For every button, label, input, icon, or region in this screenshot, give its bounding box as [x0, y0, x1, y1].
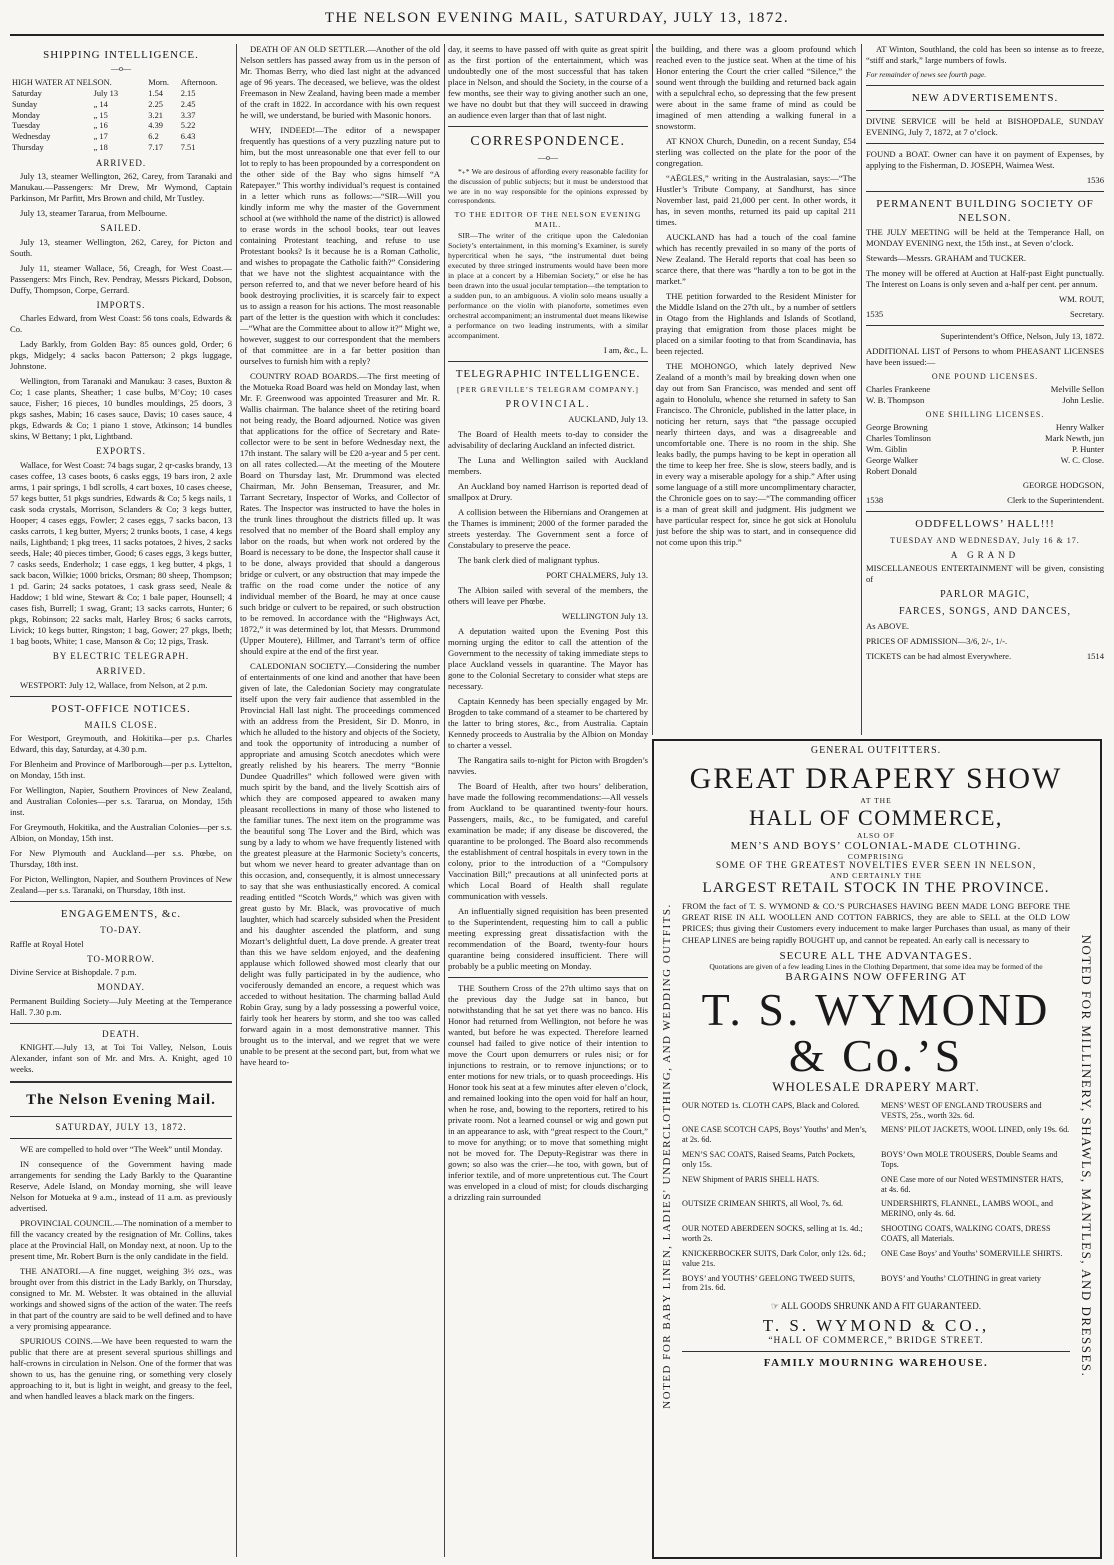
ornament: —o—: [111, 64, 131, 74]
masthead: THE NELSON EVENING MAIL, SATURDAY, JULY 13, 1872.: [324, 10, 790, 26]
price-item: NEW Shipment of PARIS SHELL HATS.: [682, 1174, 820, 1184]
mail-entry: For Greymouth, Hokitika, and the Australian Colonies—per s.s. Albion, on Monday, 15th inst.: [10, 822, 232, 844]
wymond-name: T. S. WYMOND & Co.’S: [701, 983, 1051, 1081]
price-item: MENS’ PILOT JACKETS, WOOL LINED, only 19s. 6d.: [881, 1125, 1070, 1135]
price-item: BOYS’ Own MOLE TROUSERS, Double Seams and Tops.: [881, 1150, 1058, 1169]
column-2: [240, 44, 440, 1559]
license-name: W. B. Thompson: [866, 395, 925, 406]
oddfellows-farces: FARCES, SONGS, AND DANCES,: [899, 606, 1071, 618]
news-paragraph: AUCKLAND has had a touch of the coal famine which has recently prevailed in so many of the ports of New Zealand. The Herald reports that coal has been so scarce there, that there was “hardly a ton to be got in the market.”: [656, 232, 856, 286]
side-text-left: [656, 761, 678, 1551]
license-row: [866, 422, 1104, 433]
comprising: COMPRISING: [847, 852, 905, 861]
tide-cell: „ 16: [93, 121, 108, 131]
also-of: ALSO OF: [856, 831, 896, 840]
tide-cell: 4.39: [148, 121, 163, 131]
advert-number: 1535: [866, 308, 884, 319]
signature-role: Clerk to the Superintendent.: [1007, 495, 1104, 506]
divider: [10, 696, 232, 697]
tide-col-head: Morn.: [148, 78, 169, 88]
news-paragraph: WHY, INDEED!—The editor of a newspaper frequently has questions of a very puzzling nature put to him, but the most unreasonable one that ever fell to our lot to reply to has been propounded by a correspondent on the other side of the Bay who signs himself “A Ratepayer.” This worthy individual’s request is contained in a letter which runs as follows:—“SIR—Will you kindly inform me why the master of the Government school at (we withhold the name of the district) is allowed to erase words in the school books, tear out leaves containing Protestant teaching, and refuse to use Protestant books? Is it because he is a Roman Catholic, and wishes to propagate the Catholic faith?” Considering that we have not the slightest acquaintance with the person referred to, and that we never before heard of his book destroying proclivities, it is scarcely fair to expect us to assign a reason for his actions. The most reasonable part of the letter is the question with which it concludes:—“What are the Committee about to allow it?” Might we, however, suggest to our correspondent that the members of that committee are in a far better position than ourselves to furnish him with a reply?: [240, 125, 440, 366]
mens-clothing: MEN’S AND BOYS’ COLONIAL-MADE CLOTHING.: [730, 840, 1022, 852]
tide-cell: 1.54: [148, 89, 163, 99]
tide-row: [10, 143, 232, 154]
oddfellows-dates: TUESDAY AND WEDNESDAY, July 16 & 17.: [890, 535, 1080, 545]
news-paragraph: PROVINCIAL COUNCIL.—The nomination of a member to fill the vacancy created by the resignation of Mr. Collins, takes place at the Provincial Hall, on Monday next, at noon. Up to the present time, Mr. Robert Burn is the only candidate in the field.: [10, 1218, 232, 1262]
tomorrow-heading: TO-MORROW.: [87, 953, 155, 964]
sailing-entry: July 13, steamer Wellington, 262, Carey, for Picton and South.: [10, 236, 232, 258]
letter-signature: I am, &c., L.: [603, 345, 648, 356]
tide-cell: Thursday: [12, 142, 44, 152]
column-1: [10, 44, 232, 1559]
tide-header-row: [10, 78, 232, 89]
mourning-warehouse: FAMILY MOURNING WAREHOUSE.: [763, 1357, 989, 1370]
license-intro: ADDITIONAL LIST of Persons to whom PHEASANT LICENSES have been issued:—: [866, 345, 1104, 367]
news-paragraph: AT Winton, Southland, the cold has been so intense as to freeze, “stiff and stark,” large numbers of fowls.: [866, 44, 1104, 65]
general-outfitters: GENERAL OUTFITTERS.: [810, 745, 942, 756]
license-name: John Leslie.: [1062, 395, 1104, 406]
tide-col-head: Afternoon.: [180, 78, 218, 88]
divider: [10, 1138, 232, 1139]
shipping-heading: SHIPPING INTELLIGENCE.: [43, 49, 199, 61]
telegram-item: A collision between the Hibernians and Orangemen at the Thames is imminent; 2000 of the former paraded the streets yesterday. The Government sent a force of Constabulary to preserve the peace.: [448, 506, 648, 550]
monday-heading: MONDAY.: [97, 982, 145, 993]
signature: WM. ROUT,: [1059, 293, 1104, 304]
certainly: AND CERTAINLY THE: [830, 871, 922, 880]
drapery-body: [682, 745, 1070, 1553]
telegraphic-heading: TELEGRAPHIC INTELLIGENCE.: [455, 368, 641, 381]
news-paragraph: THE petition forwarded to the Resident Minister for the Middle Island on the 27th ult., by a number of settlers in Otago from the Highlands and Islands of Scotland, praying that emigration from those places might be placed on a similar footing to that from Scandinavia, has been rejected.: [656, 291, 856, 356]
signature-row: [866, 495, 1104, 506]
advert-divine-service: DIVINE SERVICE will be held at BISHOPDALE, SUNDAY EVENING, July 7, 1872, at 7 o’clock.: [866, 115, 1104, 137]
oddfellows-prices: PRICES OF ADMISSION—3/6, 2/-, 1/-.: [866, 635, 1008, 646]
tide-cell: 5.22: [180, 121, 196, 131]
column-rule: [236, 44, 237, 1557]
license-row: [866, 466, 1104, 477]
telegram-item: Captain Kennedy has been specially engaged by Mr. Brogden to take command of a steamer to be chartered by the latter to bring stores, &c., from Australia. Captain Kennedy proceeds to Australia by the Albion on Monday to charter a vessel.: [448, 695, 648, 750]
electric-entry: WESTPORT: July 12, Wallace, from Nelson, at 2 p.m.: [20, 679, 208, 690]
tide-table: [10, 78, 232, 153]
provincial-heading: PROVINCIAL.: [505, 398, 591, 410]
price-item: OUTSIZE CRIMEAN SHIRTS, all Wool, 7s. 6d.: [682, 1199, 844, 1209]
divider: [866, 511, 1104, 512]
today-entry: Raffle at Royal Hotel: [10, 938, 84, 949]
advert-number: 1514: [1086, 650, 1104, 661]
oddfellows-grand: A GRAND: [950, 549, 1020, 560]
divider: [866, 325, 1104, 326]
building-society-stewards: Stewards—Messrs. GRAHAM and TUCKER.: [866, 252, 1027, 263]
secure-advantages: SECURE ALL THE ADVANTAGES.: [779, 949, 973, 962]
building-society-text: The money will be offered at Auction at Half-past Eight punctually. The Interest on Loans is only seven and a-half per cent. per annum.: [866, 267, 1104, 289]
news-paragraph: IN consequence of the Government having made arrangements for sending the Lady Barkly to the Quarantine Reserve, Adele Island, on Monday morning, she will leave Nelson for Motueka at 9 a.m., instead of 11 a.m. as previously advertised.: [10, 1159, 232, 1214]
tide-cell: 2.15: [180, 89, 196, 99]
tide-cell: 6.2: [148, 132, 159, 142]
telegram-item: The bank clerk died of malignant typhus.: [458, 554, 600, 565]
divider: [10, 901, 232, 902]
import-entry: Wellington, from Taranaki and Manukau: 3 cases, Buxton & Co; 1 case plants, Sheather; 1 case bulbs, M’Coy; 10 cases sauce, Fisher; 16 pieces, 10 bundles mouldings, 25 doors, 3 pkgs sashes, Mabin; 16 cases sauce, Davis; 10 cases sauce, 4 pkgs, Edwards & Co; 1 piano 1 stove, Atkinson; 14 bundles skins, W Bettany; 1 pkt, Lightband.: [10, 376, 232, 442]
death-notice: KNIGHT.—July 13, at Toi Toi Valley, Nelson, Louis Alexander, infant son of Mr. and Mrs. A. Knight, aged 10 weeks.: [10, 1042, 232, 1075]
telegram-item: The Board of Health meets to-day to consider the advisability of declaring Auckland an infected district.: [448, 428, 648, 450]
license-name: Robert Donald: [866, 466, 917, 477]
divider: [448, 126, 648, 127]
dateline-wellington: WELLINGTON July 13.: [561, 610, 648, 621]
divider: [10, 1081, 232, 1083]
divider: [866, 143, 1104, 144]
electric-arrived-heading: ARRIVED.: [95, 666, 147, 677]
side-text-right: [1074, 761, 1098, 1551]
engagements-heading: ENGAGEMENTS, &c.: [60, 908, 182, 921]
price-item: ONE Case Boys’ and Youths’ SOMERVILLE SHIRTS.: [881, 1248, 1063, 1258]
quotations-note: Quotations are given of a few leading Lines in the Clothing Department, that some idea may be formed of the: [709, 961, 1043, 971]
great-drapery-show: GREAT DRAPERY SHOW: [689, 762, 1063, 795]
sailed-heading: SAILED.: [100, 223, 142, 234]
license-name: Henry Walker: [1055, 422, 1104, 433]
mails-heading: MAILS CLOSE.: [84, 719, 158, 730]
mail-entry: For Westport, Greymouth, and Hokitika—per p.s. Charles Edward, this day, Saturday, at 4.30 p.m.: [10, 733, 232, 755]
price-item: MEN’S SAC COATS, Raised Seams, Patch Pockets, only 15s.: [682, 1150, 856, 1169]
exports-heading: EXPORTS.: [96, 446, 146, 457]
one-pound-heading: ONE POUND LICENSES.: [931, 371, 1039, 381]
telegram-item: An influentially signed requisition has been presented to the Superintendent, requesting him to call a public meeting expressing great dissatisfaction with the recommendation of the Board, twenty-four hours quarantine being considered insufficient. There will probably be a public meeting on Monday.: [448, 905, 648, 971]
mail-entry: For Wellington, Napier, Southern Provinces of New Zealand, and Australian Colonies—per s.s. Tararua, on Monday, 15th inst.: [10, 785, 232, 818]
divider: [866, 191, 1104, 192]
price-item: UNDERSHIRTS, FLANNEL, LAMBS WOOL, and MERINO, only 4s. 6d.: [881, 1199, 1053, 1219]
correspondence-note: *₊* We are desirous of affording every reasonable facility for the discussion of public subjects; but it must be understood that we are in no way responsible for the opinions expressed by correspondents.: [448, 167, 648, 206]
license-name: George Walker: [866, 455, 918, 466]
divider: [448, 361, 648, 362]
oddfellows-heading: ODDFELLOWS’ HALL!!!: [915, 518, 1055, 531]
monday-entry: Permanent Building Society—July Meeting at the Temperance Hall. 7.30 p.m.: [10, 995, 232, 1017]
price-list: [682, 1101, 1070, 1294]
price-item: ONE CASE SCOTCH CAPS, Boys’ Youths’ and Men’s, at 2s. 6d.: [682, 1125, 867, 1145]
tide-cell: Tuesday: [12, 121, 41, 131]
largest-stock: LARGEST RETAIL STOCK IN THE PROVINCE.: [702, 880, 1050, 896]
tomorrow-entry: Divine Service at Bishopdale. 7 p.m.: [10, 967, 137, 978]
license-name: P. Hunter: [1072, 444, 1104, 455]
license-row: [866, 455, 1104, 466]
tide-cell: „ 14: [93, 99, 108, 109]
drapery-text: FROM the fact of T. S. WYMOND & CO.’S PURCHASES HAVING BEEN MADE LONG BEFORE THE GREAT RISE IN ALL WOOLLEN AND COTTON FABRICS, they are able to SELL at the OLD LOW PRICES; thus giving their Customers every inducement to make larger Purchases than usual, as many of their CHEAP LINES are being rapidly BOUGHT up, and cannot be repeated. An early call is necessary to: [682, 901, 1070, 945]
dateline: SATURDAY, JULY 13, 1872.: [55, 1121, 187, 1132]
signature-row: [866, 309, 1104, 320]
imports-heading: IMPORTS.: [96, 299, 146, 310]
license-name: Mark Newth, jun: [1045, 433, 1104, 444]
news-paragraph: day, it seems to have passed off with quite as great spirit as the first portion of the entertainment, which was undoubtedly one of the most successful that has taken place in Nelson, and should the Society, in the course of a few months, see their way to giving another such an one, we have no doubt but that they will succeed in drawing an audience even larger than that of last night.: [448, 44, 648, 120]
arrival-entry: July 13, steamer Tararua, from Melbourne.: [20, 208, 168, 219]
price-item: BOYS’ and YOUTHS’ GEELONG TWEED SUITS, from 21s. 6d.: [682, 1273, 855, 1293]
divider: [866, 110, 1104, 111]
tide-cell: „ 17: [93, 132, 108, 142]
electric-heading: BY ELECTRIC TELEGRAPH.: [52, 650, 190, 661]
letter-address: TO THE EDITOR OF THE NELSON EVENING MAIL.: [454, 210, 642, 229]
tide-cell: July 13: [93, 89, 119, 99]
dateline-auckland: AUCKLAND, July 13.: [568, 413, 648, 424]
news-paragraph: “AĒGLES,” writing in the Australasian, says:—“The Hustler’s Tribute Company, at Sandhurst, has since November last, paid 21,000 per cent. In other words, it has, in seven months, returned its paid up capital 211 times.: [656, 173, 856, 227]
tide-cell: Sunday: [12, 99, 38, 109]
news-paragraph: WE are compelled to hold over “The Week” until Monday.: [20, 1144, 223, 1155]
license-name: W. C. Close.: [1060, 455, 1104, 466]
divider: [866, 85, 1104, 86]
ornament: —o—: [538, 152, 558, 162]
tide-cell: Saturday: [12, 89, 42, 99]
column-rule: [652, 44, 653, 735]
mail-entry: For Blenheim and Province of Marlborough—per p.s. Lyttelton, on Monday, 15th inst.: [10, 759, 232, 781]
tide-row: [10, 132, 232, 143]
pointing-hand-icon: ☞: [770, 1301, 780, 1312]
license-name: Melville Sellon: [1050, 384, 1104, 395]
license-row: [866, 433, 1104, 444]
building-society-text: THE JULY MEETING will be held at the Temperance Hall, on MONDAY EVENING next, the 15th inst., at Seven o’clock.: [866, 226, 1104, 248]
telegraphic-source: [PER GREVILLE’S TELEGRAM COMPANY.]: [457, 385, 639, 395]
death-heading: DEATH.: [102, 1028, 140, 1039]
import-entry: Lady Barkly, from Golden Bay: 85 ounces gold, Order; 6 pkgs, Midgely; 4 sacks bacon Patterson; 2 pkgs luggage, Johnstone.: [10, 339, 232, 372]
news-paragraph: AT KNOX Church, Dunedin, on a recent Sunday, £54 sterling was collected on the plate for the poor of the congregation.: [656, 136, 856, 168]
post-office-heading: POST-OFFICE NOTICES.: [51, 702, 191, 715]
tide-row: [10, 89, 232, 100]
arrived-heading: ARRIVED.: [95, 157, 147, 168]
divider: [10, 1023, 232, 1024]
price-item: BOYS’ and Youths’ CLOTHING in great variety: [881, 1273, 1042, 1283]
tide-cell: 6.43: [180, 132, 196, 142]
telegram-item: The Board of Health, after two hours’ deliberation, have made the following recommendations:—All vessels from Auckland to be quarantined twenty-four hours. Passengers, mails, &c., to be fumigated, and careful examination be made; if any disease be discovered, the quarantine to be prolonged. The Board also recommends the establishment of central hospitals in every town in the colony, prior to the introduction of a “Compulsory Vaccination Bill;” precautions at all uninfected ports at which Local Board of Health shall regulate communication with vessels.: [448, 780, 648, 901]
license-row: [866, 395, 1104, 406]
mail-entry: For Picton, Wellington, Napier, and Southern Provinces of New Zealand—per s.s. Taranaki, on Thursday, 18th inst.: [10, 874, 232, 896]
oddfellows-tickets: TICKETS can be had almost Everywhere.: [866, 650, 1012, 661]
news-paragraph: the building, and there was a gloom profound which reached even to the justice seat. When at the time of his Honor entering the Court the crier called “Silence,” the sound went through the building and returned back again with a sepulchral echo, so depressing that the few present were about in the same frame of mind as could be imagined of men attending a walking funeral in a snowstorm.: [656, 44, 856, 131]
shrunk-guarantee-row: [682, 1301, 1070, 1312]
wholesale-mart: WHOLESALE DRAPERY MART.: [772, 1078, 980, 1094]
hall-of-commerce: HALL OF COMMERCE,: [749, 805, 1003, 830]
letter-body: SIR—The writer of the critique upon the Caledonian Society’s entertainment, in this morning’s Examiner, is surely hypercritical when he says, “the instrumental duet being executed by three stringed instruments would have been more in place at a concert by a Hibernian Society,” or else he has been drawn into the usual jocular temptation—the temptation to a sudden pun, to an ambiguous. A violin solo means usually a performance on the violin with pianoforte, sometimes even orchestral accompaniment; an instrumental duet means likewise a performance on two leading instruments, with a similar accompaniment.: [448, 231, 648, 341]
news-paragraph: SPURIOUS COINS.—We have been requested to warn the public that there are at present several spurious shillings and half-crowns in circulation in Nelson. One of the former that was shown to us, has the genuine ring, or something very closely approaching to it, but is light in weight, and greasy to the feel, and when handled leaves a black mark on the fingers.: [10, 1336, 232, 1402]
oddfellows-misc: MISCELLANEOUS ENTERTAINMENT will be given, consisting of: [866, 563, 1104, 585]
divider: [682, 1351, 1070, 1352]
side-text-right-label: NOTED FOR MILLINERY, SHAWLS, MANTLES, AND DRESSES.: [1079, 934, 1094, 1378]
column-3: [448, 44, 648, 1559]
divider: [10, 1116, 232, 1117]
masthead-rule: [10, 34, 1104, 36]
building-society-heading: PERMANENT BUILDING SOCIETY OF NELSON.: [876, 197, 1094, 224]
license-name: Charles Tomlinson: [866, 433, 931, 444]
correspondence-heading: CORRESPONDENCE.: [470, 134, 626, 149]
tide-row: [10, 100, 232, 111]
shrunk-guarantee: ALL GOODS SHRUNK AND A FIT GUARANTEED.: [780, 1301, 982, 1312]
price-item: KNICKERBOCKER SUITS, Dark Color, only 12s. 6d.; value 21s.: [682, 1248, 866, 1268]
one-shilling-heading: ONE SHILLING LICENSES.: [925, 410, 1045, 420]
signature: GEORGE HODGSON,: [1022, 480, 1104, 491]
paper-title-blackletter: The Nelson Evening Mail.: [26, 1092, 216, 1109]
import-entry: Charles Edward, from West Coast: 56 tons coals, Edwards & Co.: [10, 313, 232, 335]
license-name: Charles Frankeene: [866, 384, 931, 395]
oddfellows-tickets-row: [866, 651, 1104, 662]
tide-cell: 2.25: [148, 99, 163, 109]
advert-number: 1538: [866, 495, 884, 506]
drapery-advertisement: [652, 739, 1102, 1559]
price-item: SHOOTING COATS, WALKING COATS, DRESS COATS, all Materials.: [881, 1224, 1051, 1243]
bargains: BARGAINS NOW OFFERING AT: [785, 970, 967, 983]
tide-cell: 7.51: [180, 142, 196, 152]
arrival-entry: July 13, steamer Wellington, 262, Carey, from Taranaki and Manukau.—Passengers: Mr Drew, Mr Wymond, Captain Parkinson, Mr Parfitt, Mrs Brown and child, Mr Tustley.: [10, 171, 232, 204]
novelties: SOME OF THE GREATEST NOVELTIES EVER SEEN IN NELSON,: [715, 861, 1037, 871]
export-entry: Wallace, for West Coast: 74 bags sugar, 2 qr-casks brandy, 13 cases coffee, 13 cases boots, 6 casks eggs, 19 bars iron, 2 axle arms, 1 pair springs, 1 bdl scrolls, 4 cart boxes, 10 cases cheese, 57 kegs butter, 51 pkgs sundries, Edwards & Co; 5 kegs nails, 1 cask soda crystals, Morrison, Sclanders & Co; 3 kegs butter, Hooper; 4 cases eggs, Fowler; 2 cases eggs, 7 sacks bacon, 13 casks carrots, 1 keg butter, Myers; 2 trunks boots, 1 case, 4 kegs nails, Lightband; 1 pkg trees, 11 sacks potatoes, 2 hives, 2 sacks seeds, Hale; 40 pieces timber, Good; 6 cases eggs, 3 kegs butter, 7 casks seeds, Enderholz; 1 case eggs, 1 keg butter, 4 pkgs, 1 sack bacon, Wilkie; 1000 bricks, Orsman; 80 sheep, Thompson; 1 pd. Garin; 24 sacks potatoes, 1 cask grass seed, Neale & Haddow; 1 bld wine, Stewart & Co; 1 bale paper, Hounsell; 4 cases fish, Burrell; 1 swag, Grant; 13 sacks carrots, Hunter; 6 pkgs, Robinson; 22 sacks malt, Harley Bros; 6 sacks carrots, Livick; 10 kegs butter, Ringston; 1 bag, Gower; 27 pkgs, lbeth; 1 bag boots, White; 1 case, Manson & Co; 12 pigs, Trask.: [10, 459, 232, 646]
telegram-item: The Luna and Wellington sailed with Auckland members.: [448, 454, 648, 476]
today-heading: TO-DAY.: [100, 925, 142, 936]
price-item: MENS’ WEST OF ENGLAND TROUSERS and VESTS, 25s., worth 32s. 6d.: [881, 1100, 1042, 1120]
tide-cell: Wednesday: [12, 132, 51, 142]
hall-address: “HALL OF COMMERCE,” BRIDGE STREET.: [768, 1336, 984, 1347]
price-item: OUR NOTED 1s. CLOTH CAPS, Black and Colored.: [682, 1100, 860, 1110]
dateline-port-chalmers: PORT CHALMERS, July 13.: [546, 569, 648, 580]
price-item: ONE Case more of our Noted WESTMINSTER HATS, at 4s. 6d.: [881, 1174, 1064, 1194]
tide-cell: „ 18: [93, 142, 108, 152]
office-dateline: Superintendent’s Office, Nelson, July 13, 1872.: [940, 330, 1104, 341]
signature-role: Secretary.: [1069, 308, 1104, 319]
license-name: Wm. Giblin: [866, 444, 908, 455]
mail-entry: For New Plymouth and Auckland—per s.s. Phœbe, on Thursday, 18th inst.: [10, 848, 232, 870]
license-name: George Browning: [866, 422, 928, 433]
column-rule: [444, 44, 445, 1557]
wymond-co: T. S. WYMOND & CO.,: [762, 1316, 990, 1336]
advert-number: 1536: [1086, 174, 1104, 185]
tide-cell: Monday: [12, 110, 40, 120]
news-paragraph: CALEDONIAN SOCIETY.—Considering the number of entertainments of one kind and another that have been given of late, the Caledonian Society may congratulate itself upon the very fair audience that assembled in the Provincial Hall last night. The proceedings commenced with an address from the President, Sir D. Monro, in which he alluded to the history and objects of the Society, and took the opportunity of introducing a number of appropriate and amusing Scotch anecdotes which were greatly relished by his hearers. The merry “Bonnie Dundee Quadrilles” which followed were given with much spirit by the band, and the lively Scottish airs of which they are composed appeared to awaken many pleasant recollections in many of those who listened to the familiar tunes. The next item on the programme was the beautiful song The Lover and the Bird, which was sung by a lady to whom we have frequently listened with the greatest pleasure at the Harmonic Society’s concerts, but whom we never heard to greater advantage than on this occasion, and, consequently, it is almost unnecessary to say that she was enthusiastically encored. A comical reading entitled “Scotch Words,” which was given with great gusto by Mr. Black, was provocative of much laughter, which had scarcely subsided when the President and his daughter ascended the platform, and sung Mozart’s delightful duett, La dove prende. A greater treat than this we have seldom enjoyed, and the deafening applause which followed showed most clearly that our delight was fully participated in by the audience, who vociferously demanded an encore, a request which was acceded to without hesitation. The charming ballad Auld Robin Gray, sung by a lady possessing a powerful voice, fairly took her hearers by storm, and she too was called forward again in a most demonstrative manner. This brought us to the interval, and we regret that we were unable to be present at the second part, but, from what we have heard to-: [240, 661, 440, 1067]
at-the: AT THE: [860, 796, 892, 805]
tide-title: HIGH WATER AT NELSON.: [12, 78, 112, 88]
price-item: OUR NOTED ABERDEEN SOCKS, selling at 1s. 4d.; worth 2s.: [682, 1224, 863, 1243]
divider: [448, 977, 648, 978]
side-text-left-label: NOTED FOR BABY LINEN, LADIES' UNDERCLOTHING, AND WEDDING OUTFITS.: [661, 903, 673, 1409]
oddfellows-parlor: PARLOR MAGIC,: [940, 589, 1030, 601]
tide-row: [10, 121, 232, 132]
tide-cell: 7.17: [148, 142, 163, 152]
telegram-item: A deputation waited upon the Evening Post this morning urging the editor to call the attention of the Government to the necessity of taking immediate steps to place Auckland vessels in quarantine. The Mayor has gone to the Colonial Secretary to consider what steps are necessary.: [448, 625, 648, 691]
new-advertisements-heading: NEW ADVERTISEMENTS.: [911, 91, 1059, 104]
license-row: [866, 384, 1104, 395]
advert-found-boat: FOUND a BOAT. Owner can have it on payment of Expenses, by applying to the Fisherman, D. JOSEPH, Waimea West.: [866, 148, 1104, 170]
sailing-entry: July 11, steamer Wallace, 56, Creagh, for West Coast.—Passengers: Mrs Finch, Rev. Pendray, Messrs Pickard, Dobson, Duffy, Thompson, Corpe, Gerrard.: [10, 262, 232, 295]
news-paragraph: THE ANATORI.—A fine nugget, weighing 3½ ozs., was brought over from this district in the Lady Barkly, on Thursday, consigned to Mr. M. Webster. It was obtained in the alluvial workings and showed signs of the action of the water. The reefs in that part of the country are said to be well defined and to have a very promising appearance.: [10, 1266, 232, 1332]
license-row: [866, 444, 1104, 455]
telegram-item: An Auckland boy named Harrison is reported dead of smallpox at Drury.: [448, 480, 648, 502]
column-4: [656, 44, 856, 734]
news-paragraph: DEATH OF AN OLD SETTLER.—Another of the old Nelson settlers has passed away from us in the person of Mr. Thomas Berry, who died last night at the advanced age of 96 years. The deceased, we believe, was the oldest Freemason in New Zealand, having been made a member of the craft in 1822. In accordance with his own request he will, we understand, be buried with Masonic honors.: [240, 44, 440, 120]
continuation-note: For remainder of news see fourth page.: [866, 70, 987, 79]
telegram-item: The Albion sailed with several of the members, the others will leave per Phœbe.: [448, 584, 648, 606]
tide-row: [10, 111, 232, 122]
tide-cell: 3.21: [148, 110, 163, 120]
telegram-item: The Rangatira sails to-night for Picton with Brogden’s navvies.: [448, 754, 648, 776]
tide-cell: 3.37: [180, 110, 196, 120]
column-5: [866, 44, 1104, 734]
oddfellows-as-above: As ABOVE.: [866, 620, 909, 631]
news-paragraph: COUNTRY ROAD BOARDS.—The first meeting of the Motueka Road Board was held on Monday last, when Mr. F. Greenwood was appointed Treasurer and Mr. R. Wallis chairman. The balance sheet of the retiring board not being ready, the Board adjourned. Notice was given that applications for the office of Secretary and Rate-collector were to be sent in before Wednesday next, the 17th instant. The salary will be £20 a-year and 5 per cent. on all rates collected.—At the meeting of the Moutere Board on Thursday last, Mr. Drummond was elected Chairman, Mr. John Benseman, Treasurer, and Mr. Tarrant Secretary, Inspector of Works, and Collector of Rates. The Inspector was instructed to have the holes in the trunk lines throughout the districts filled up. It was resolved that no member of the Board shall employ any labor on the roads, but when work not ordered by the Board is necessary to be done, the Inspector shall cause it to be done, always provided that should a dangerous bridge or culvert, or any obstruction that may impede the traffic on the road come under the notice of any individual member of the Board, he may at once cause such bridge or culvert to be repaired, or such obstruction to be removed. In accordance with the “Highways Act, 1872,” it was determined by lot, that Messrs. Drummond (Upper Moutere), Hillmer, and Tarrant’s term of office should expire at the end of the first year.: [240, 371, 440, 656]
column-rule: [861, 44, 862, 735]
tide-cell: 2.45: [180, 99, 196, 109]
news-paragraph: THE MOHONGO, which lately deprived New Zealand of a month’s mail by breaking down when one day out from San Francisco, was mended and sent off again to Honolulu, whence she returned in safety to San Francisco. The Chronicle, published in the latter place, in noticing her return, says that “the passage occupied nearly thirteen days, and was a disagreeable and uncomfortable one. There is no room in the ship. She leaks badly, the pumps having to be kept in operation all the time to keep her free. She is slow, steers badly, and is in every way a miserable apology for a ship.” After using some language of a still more uncomplimentary character, the Chronicle goes on to say:—“The commanding officer is a man of great skill and judgment. His judgment we have particular respect for, since he got sick at Honolulu just before the ship was to start, and in consequence did not come upon this trip.”: [656, 361, 856, 547]
tide-cell: „ 15: [93, 110, 108, 120]
news-paragraph: THE Southern Cross of the 27th ultimo says that on the previous day the Judge sat in banco, but notwithstanding that he sat yet there was no banco. His Honor had returned from Wellington, not before he was wanted, but before he was expected. Therefore learned counsel had failed to give notice of their intention to move the Court upon demurrers or rules nisi; or for injunctions to restrain, or to remove injunctions; or to enter motions for new trials, or to quash proceedings. His Honor took his seat at a few minutes after eleven o’clock, and remained looking into the open void for half an hour, when he rose, and, bowing to the reporters, retired to his private room. Not a learned counsel or wig and gown put in an appearance to ask, with “great respect to the Court,” to move for anything; or to move that something might not be moved for. The Deputy-Registrar was there in gown; so also was the crier—he too, with gown, but of inferior textile, and of more unpretentious cut. The Court was enveloped in a cloud of mist; for clouds discharging a drizzling rain surrounded: [448, 982, 648, 1202]
